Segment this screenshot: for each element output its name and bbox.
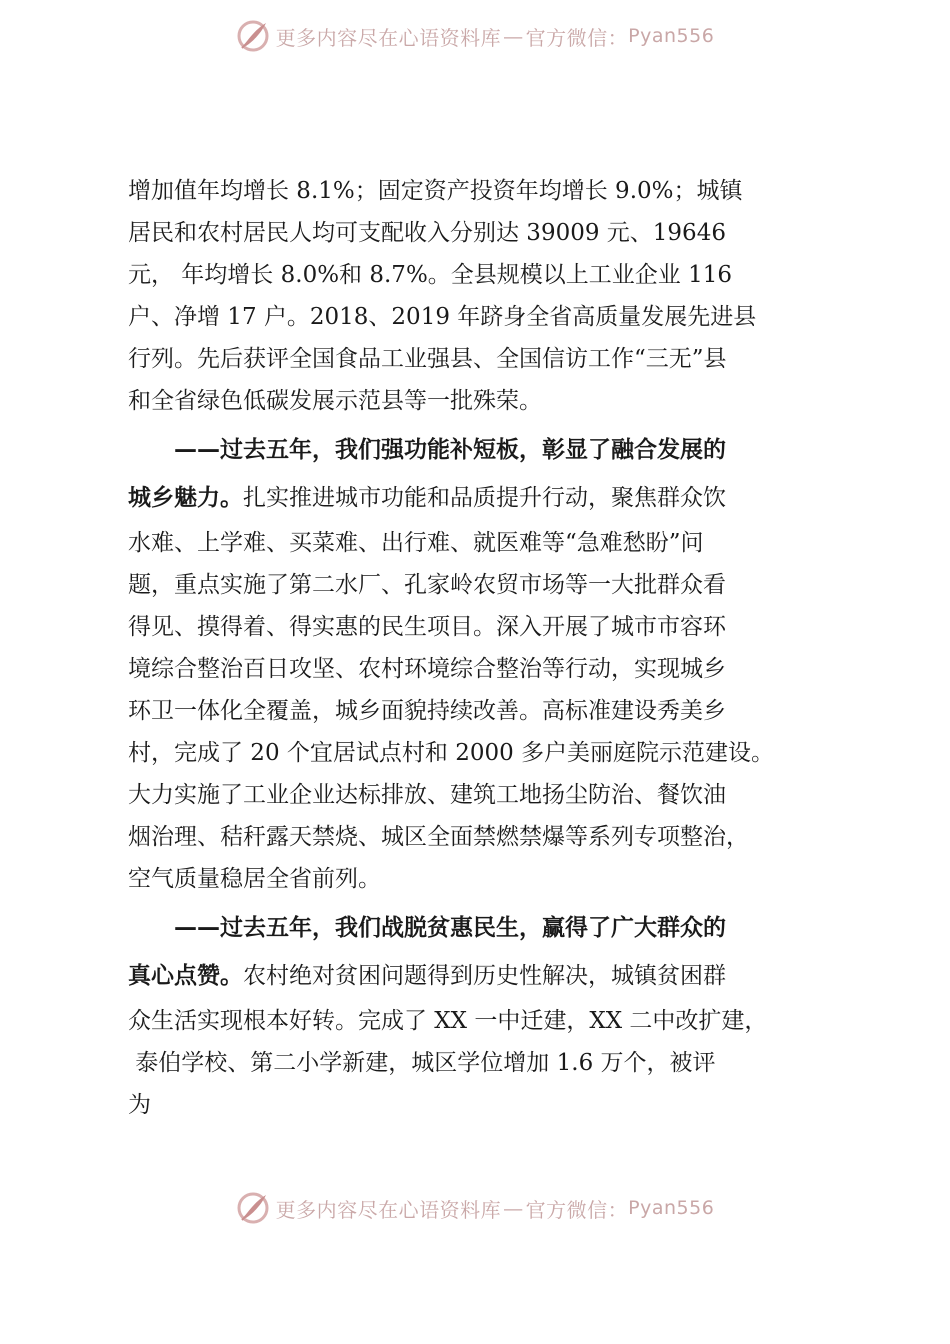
heading-line-rest: 农村绝对贫困问题得到历史性解决，城镇贫困群 [243, 963, 726, 989]
text-line: 元， 年均增长 8.0%和 8.7%。全县规模以上工业企业 116 [128, 262, 733, 288]
heading-bold-end: 城乡魅力。 [128, 485, 243, 511]
watermark-wechat-id: Pyan556 [628, 1197, 715, 1219]
quill-logo-icon [236, 1191, 270, 1225]
watermark-text: 更多内容尽在心语资料库 [275, 1197, 502, 1222]
section-heading-continuation [128, 474, 818, 522]
text-line: 居民和农村居民人均可支配收入分别达 39009 元、19646 [128, 220, 726, 246]
text-line: 行列。先后获评全国食品工业强县、全国信访工作“三无”县 [128, 346, 727, 372]
text-line: 为 [128, 1092, 151, 1118]
watermark-wechat-id: Pyan556 [628, 25, 715, 47]
section-heading: ——过去五年，我们战脱贫惠民生，赢得了广大群众的 [174, 915, 726, 941]
section-heading: ——过去五年，我们强功能补短板，彰显了融合发展的 [174, 437, 726, 463]
text-line: 众生活实现根本好转。完成了 XX 一中迁建，XX 二中改扩建， [128, 1008, 768, 1034]
text-line: 空气质量稳居全省前列。 [128, 866, 381, 892]
heading-line-rest: 扎实推进城市功能和品质提升行动，聚焦群众饮 [243, 485, 726, 511]
heading-bold-end: 真心点赞。 [128, 963, 243, 989]
text-line: 大力实施了工业企业达标排放、建筑工地扬尘防治、餐饮油 [128, 782, 726, 808]
section-heading-continuation [128, 952, 818, 1000]
footer-watermark [0, 1188, 950, 1228]
watermark-wechat-label: 官方微信： [525, 25, 629, 50]
watermark-text: 更多内容尽在心语资料库 [275, 25, 502, 50]
text-line: 烟治理、秸秆露天禁烧、城区全面禁燃禁爆等系列专项整治， [128, 824, 749, 850]
text-line: 境综合整治百日攻坚、农村环境综合整治等行动，实现城乡 [128, 656, 726, 682]
text-line: 户、净增 17 户。2018、2019 年跻身全省高质量发展先进县 [128, 304, 757, 330]
text-line: 增加值年均增长 8.1%；固定资产投资年均增长 9.0%；城镇 [128, 178, 743, 204]
text-line: 题，重点实施了第二水厂、孔家岭农贸市场等一大批群众看 [128, 572, 726, 598]
text-line: 环卫一体化全覆盖，城乡面貌持续改善。高标准建设秀美乡 [128, 698, 726, 724]
text-line: 村，完成了 20 个宜居试点村和 2000 多户美丽庭院示范建设。 [128, 740, 775, 766]
text-line: 和全省绿色低碳发展示范县等一批殊荣。 [128, 388, 542, 414]
watermark-separator: — [503, 24, 524, 48]
document-body [128, 170, 818, 1126]
text-line: 泰伯学校、第二小学新建，城区学位增加 1.6 万个，被评 [128, 1050, 716, 1076]
watermark-wechat-label: 官方微信： [525, 1197, 629, 1222]
watermark-separator: — [503, 1196, 524, 1220]
header-watermark [0, 16, 950, 56]
quill-logo-icon [236, 19, 270, 53]
text-line: 得见、摸得着、得实惠的民生项目。深入开展了城市市容环 [128, 614, 726, 640]
text-line: 水难、上学难、买菜难、出行难、就医难等“急难愁盼”问 [128, 530, 704, 556]
